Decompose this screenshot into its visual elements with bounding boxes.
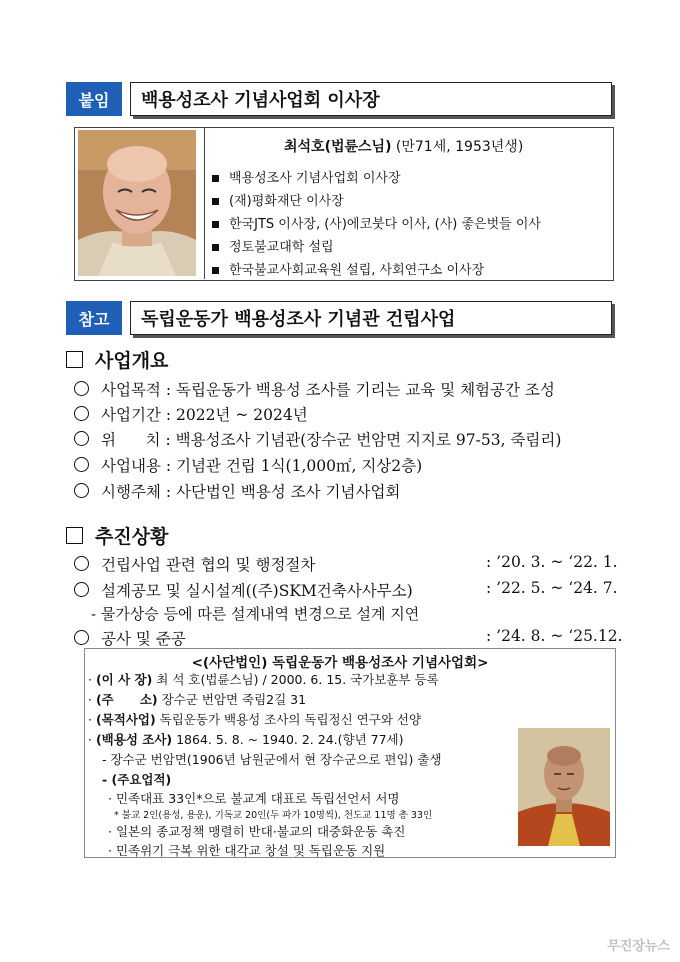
- association-rep: · (이 사 장) 최 석 호(법륜스님) / 2000. 6. 15. 국가보훈부 등록: [88, 672, 439, 687]
- profile-item: [212, 259, 484, 278]
- progress-text: 설계공모 및 실시설계((주)SKM건축사사무소): [101, 582, 413, 600]
- overview-heading-text: 사업개요: [95, 350, 169, 372]
- progress-row: [74, 627, 186, 649]
- overview-row: 사업내용 : 기념관 건립 1식(1,000㎡, 지상2층): [74, 454, 422, 476]
- overview-label: 사업목적: [101, 381, 161, 399]
- circle-bullet-icon: [74, 483, 89, 498]
- profile-item: [212, 213, 541, 232]
- checkbox-square-icon: [66, 527, 83, 544]
- profile-name: [284, 136, 523, 156]
- circle-bullet-icon: [74, 630, 89, 645]
- reference-title-text: 독립운동가 백용성조사 기념관 건립사업: [141, 309, 456, 330]
- circle-bullet-icon: [74, 406, 89, 421]
- purpose-value: 독립운동가 백용성 조사의 독립정신 연구와 선양: [155, 712, 422, 727]
- association-achievements-label: [102, 770, 171, 788]
- overview-label: 사업기간: [101, 406, 161, 424]
- square-bullet-icon: [212, 267, 219, 274]
- person-label: (백용성 조사): [95, 732, 173, 747]
- achievement-item: · 민족위기 극복 위한 대각교 창설 및 독립운동 지원: [108, 843, 386, 858]
- overview-value: 기념관 건립 1식(1,000㎡, 지상2층): [175, 457, 423, 475]
- checkbox-square-icon: [66, 351, 83, 368]
- profile-item-text: 정토불교대학 설립: [229, 240, 334, 255]
- association-birth: - 장수군 번암면(1906년 남원군에서 현 장수군으로 편입) 출생: [102, 752, 442, 767]
- overview-heading: [66, 346, 168, 373]
- person-value: 1864. 5. 8. ~ 1940. 2. 24.(향년 77세): [172, 732, 404, 747]
- progress-date: : ’20. 3. ~ ‘22. 1.: [486, 553, 618, 571]
- square-bullet-icon: [212, 244, 219, 251]
- overview-value: 2022년 ~ 2024년: [175, 406, 308, 424]
- association-address: · (주 소) 장수군 번암면 죽림2길 31: [88, 692, 307, 707]
- square-bullet-icon: [212, 221, 219, 228]
- address-value: 장수군 번암면 죽림2길 31: [157, 692, 307, 707]
- circle-bullet-icon: [74, 582, 89, 597]
- attachment-title-text: 백용성조사 기념사업회 이사장: [141, 90, 380, 111]
- overview-label: 위 치: [101, 431, 161, 449]
- association-person: · (백용성 조사) 1864. 5. 8. ~ 1940. 2. 24.(향년 77세): [88, 732, 404, 747]
- circle-bullet-icon: [74, 556, 89, 571]
- reference-title: [130, 301, 612, 335]
- circle-bullet-icon: [74, 381, 89, 396]
- overview-label: 시행주체: [101, 483, 161, 501]
- profile-age: (만71세, 1953년생): [391, 139, 524, 155]
- progress-text: 건립사업 관련 협의 및 행정절차: [101, 556, 316, 574]
- square-bullet-icon: [212, 198, 219, 205]
- attachment-title: [130, 82, 612, 116]
- reference-tag: 참고: [66, 301, 122, 335]
- achievement-item: · 일본의 종교정책 맹렬히 반대·불교의 대중화운동 촉진: [108, 824, 406, 839]
- overview-row: 시행주체 : 사단법인 백용성 조사 기념사업회: [74, 480, 400, 502]
- square-bullet-icon: [212, 175, 219, 182]
- profile-item-text: 백용성조사 기념사업회 이사장: [229, 171, 401, 186]
- progress-heading: [66, 522, 168, 549]
- progress-row: [74, 579, 413, 601]
- overview-label: 사업내용: [101, 457, 161, 475]
- rep-label: (이 사 장): [95, 672, 153, 687]
- purpose-label: (목적사업): [95, 712, 156, 727]
- profile-item: [212, 190, 344, 209]
- watermark: 무진장뉴스: [607, 939, 670, 954]
- circle-bullet-icon: [74, 431, 89, 446]
- achievements-label: - (주요업적): [102, 772, 172, 787]
- overview-row: 사업목적 : 독립운동가 백용성 조사를 기리는 교육 및 체험공간 조성: [74, 378, 555, 400]
- achievement-item: · 민족대표 33인*으로 불교계 대표로 독립선언서 서명: [108, 791, 400, 806]
- progress-date: : ’24. 8. ~ ‘25.12.: [486, 627, 623, 645]
- overview-value: 사단법인 백용성 조사 기념사업회: [175, 483, 401, 501]
- profile-item: [212, 236, 334, 255]
- monk-photo: [78, 130, 196, 276]
- progress-note: - 물가상승 등에 따른 설계내역 변경으로 설계 지연: [91, 605, 420, 623]
- overview-row: 위 치 : 백용성조사 기념관(장수군 번암면 지지로 97-53, 죽림리): [74, 428, 561, 450]
- profile-item: [212, 167, 401, 186]
- rep-value: 최 석 호(법륜스님) / 2000. 6. 15. 국가보훈부 등록: [152, 672, 439, 687]
- association-title: <(사단법인) 독립운동가 백용성조사 기념사업회>: [191, 655, 489, 671]
- profile-divider: [204, 127, 205, 279]
- attachment-tag: 붙임: [66, 82, 122, 116]
- circle-bullet-icon: [74, 457, 89, 472]
- progress-row: [74, 553, 315, 575]
- progress-heading-text: 추진상황: [95, 526, 169, 548]
- progress-text: 공사 및 준공: [101, 630, 186, 648]
- profile-item-text: (재)평화재단 이사장: [229, 194, 344, 209]
- profile-name-text: 최석호(법륜스님): [284, 139, 392, 155]
- profile-item-text: 한국JTS 이사장, (사)에코붓다 이사, (사) 좋은벗들 이사: [229, 217, 541, 232]
- association-purpose: · (목적사업) 독립운동가 백용성 조사의 독립정신 연구와 선양: [88, 712, 422, 727]
- address-label: (주 소): [95, 692, 158, 707]
- profile-item-text: 한국불교사회교육원 설립, 사회연구소 이사장: [229, 263, 485, 278]
- overview-row: 사업기간 : 2022년 ~ 2024년: [74, 403, 308, 425]
- overview-value: 백용성조사 기념관(장수군 번암면 지지로 97-53, 죽림리): [175, 431, 562, 449]
- progress-date: : ’22. 5. ~ ‘24. 7.: [486, 579, 618, 597]
- yongseong-portrait: [518, 728, 610, 846]
- achievement-footnote: * 불교 2인(용성, 용운), 기독교 20인(두 파가 10명씩), 천도교 11명 총 33인: [114, 810, 433, 821]
- overview-value: 독립운동가 백용성 조사를 기리는 교육 및 체험공간 조성: [175, 381, 555, 399]
